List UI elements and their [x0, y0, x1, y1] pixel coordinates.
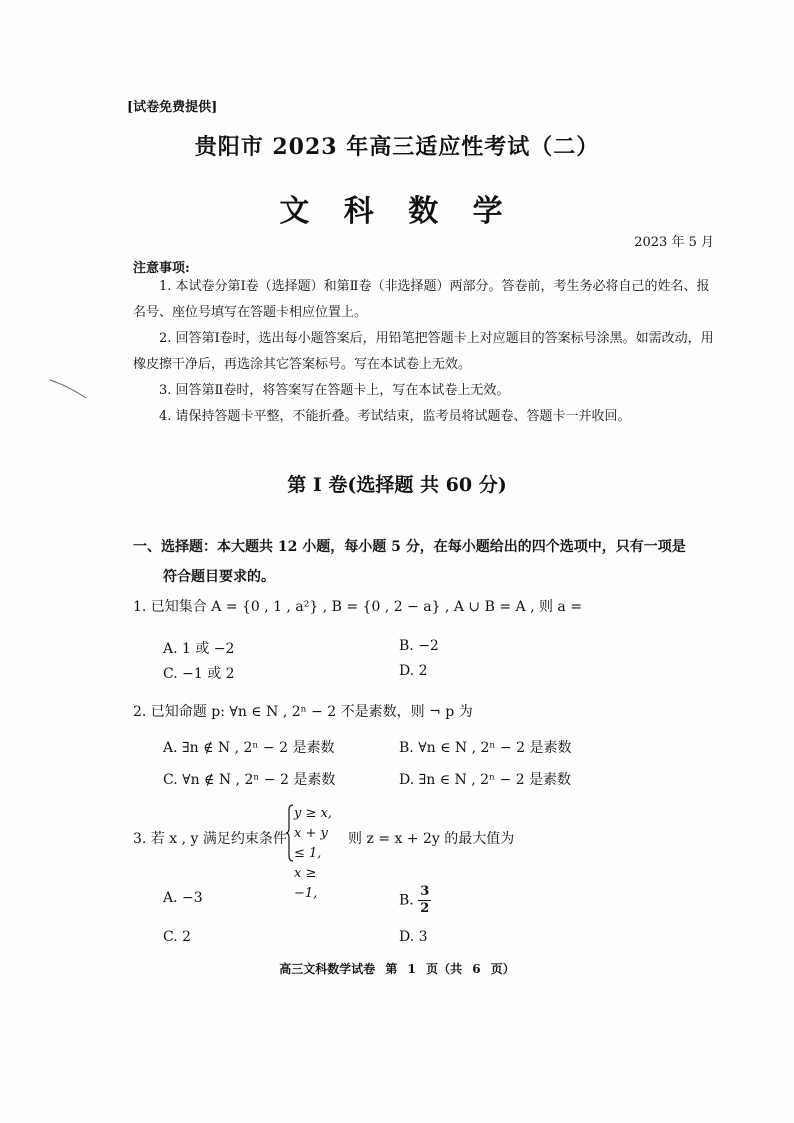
q2-option-c: C. ∀n ∉ N , 2ⁿ − 2 是素数: [163, 772, 336, 788]
notice-item-4: 4. 请保持答题卡平整，不能折叠。考试结束，监考员将试题卷、答题卡一并收回。: [159, 409, 631, 424]
notice-item-3: 3. 回答第Ⅱ卷时，将答案写在答题卡上，写在本试卷上无效。: [159, 383, 510, 398]
question-3-stem: 3. 若 x , y 满足约束条件: [133, 831, 287, 847]
constraint-3: x ≥ −1,: [294, 866, 318, 901]
q1-option-b: B. −2: [399, 638, 439, 654]
question-3-suffix: 则 z = x + 2y 的最大值为: [348, 831, 515, 847]
part-one-line-1: 一、选择题：本大题共 12 小题，每小题 5 分，在每小题给出的四个选项中，只有一项是: [133, 539, 686, 555]
exam-title: 贵阳市 2023 年高三适应性考试（二）: [194, 134, 600, 160]
q3-option-d: D. 3: [399, 929, 428, 945]
q3-option-c: C. 2: [163, 929, 192, 945]
notice-heading: 注意事项:: [133, 261, 190, 276]
notice-item-1: 1. 本试卷分第Ⅰ卷（选择题）和第Ⅱ卷（非选择题）两部分。答卷前，考生务必将自己的姓名、报名号、座位号填写在答题卡相应位置上。: [133, 279, 710, 320]
q2-option-a: A. ∃n ∉ N , 2ⁿ − 2 是素数: [163, 740, 335, 756]
q1-option-c: C. −1 或 2: [163, 666, 235, 682]
q3-option-b-label: B.: [399, 892, 414, 909]
question-2-stem: 2. 已知命题 p: ∀n ∈ N , 2ⁿ − 2 不是素数，则 ¬ p 为: [133, 704, 473, 720]
exam-date: 2023 年 5 月: [634, 235, 714, 250]
section-title: 第 I 卷(选择题 共 60 分): [287, 474, 507, 496]
q1-option-d: D. 2: [399, 663, 428, 679]
q3-option-b: [399, 884, 431, 917]
subject-title: 文 科 数 学: [279, 194, 515, 229]
part-one-line-2: 符合题目要求的。: [163, 569, 275, 585]
fraction-denominator: 2: [420, 901, 430, 916]
q2-option-b: B. ∀n ∈ N , 2ⁿ − 2 是素数: [399, 740, 572, 756]
notice-item-2: 2. 回答第Ⅰ卷时，选出每小题答案后，用铅笔把答题卡上对应题目的答案标号涂黑。如需改动，用橡皮擦干净后，再选涂其它答案标号。写在本试卷上无效。: [133, 331, 714, 372]
q1-option-a: A. 1 或 −2: [163, 641, 235, 657]
q3-option-b-fraction: [418, 884, 431, 917]
constraint-system: [286, 804, 340, 901]
q2-option-d: D. ∃n ∈ N , 2ⁿ − 2 是素数: [399, 772, 572, 788]
constraint-2: x + y ≤ 1,: [294, 826, 328, 861]
left-brace: [286, 804, 294, 862]
constraint-1: y ≥ x,: [294, 806, 332, 821]
page-footer: 高三文科数学试卷 第 1 页（共 6 页）: [279, 962, 515, 976]
fraction-numerator: 3: [420, 884, 430, 899]
pen-stroke-mark: [48, 378, 88, 400]
q3-option-a: A. −3: [163, 890, 203, 906]
free-tag: [试卷免费提供]: [127, 100, 218, 115]
question-1-stem: 1. 已知集合 A = {0 , 1 , a²} , B = {0 , 2 − a} , A ∪ B = A , 则 a =: [133, 599, 582, 615]
part-one-instructions: [133, 532, 718, 592]
